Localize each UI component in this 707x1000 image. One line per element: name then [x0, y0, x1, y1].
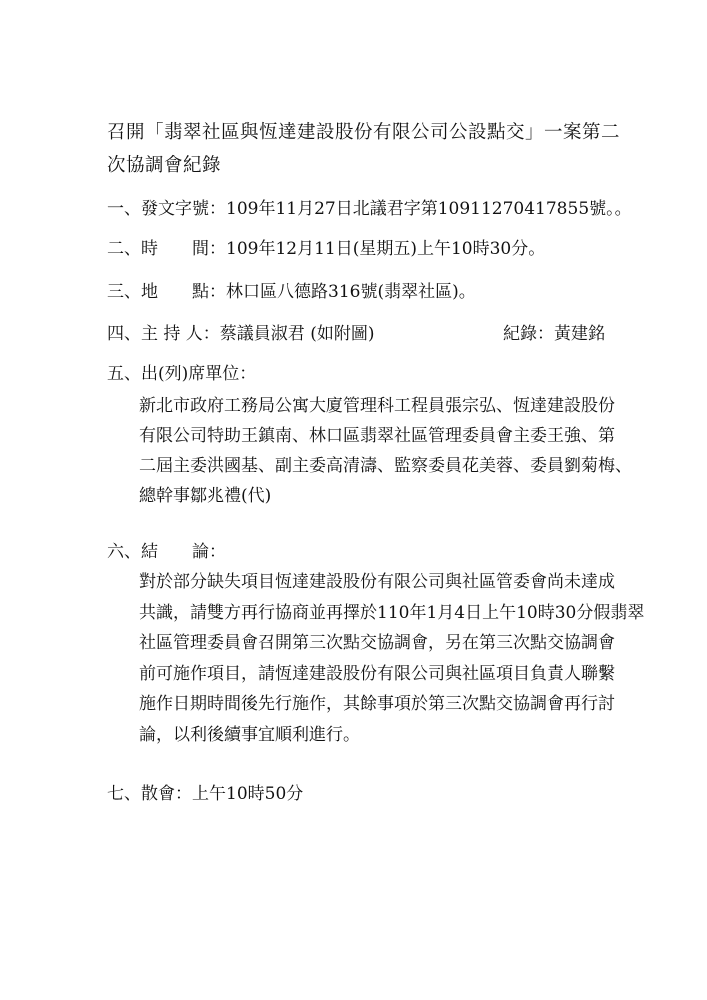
meeting-place-line: 三、地 點：林口區八德路316號(翡翠社區)。 — [107, 282, 476, 302]
title-line-1: 召開「翡翠社區與恆達建設股份有限公司公設點交」一案第二 — [107, 122, 621, 143]
attendees-line: 有限公司特助王鎮南、林口區翡翠社區管理委員會主委王強、第 — [139, 426, 615, 446]
recorder-line: 紀錄：黃建銘 — [503, 324, 605, 344]
conclusion-line: 施作日期時間後先行施作，其餘事項於第三次點交協調會再行討 — [139, 694, 615, 714]
host-line: 四、主 持 人：蔡議員淑君 (如附圖) — [107, 324, 375, 344]
title-line-2: 次協調會紀錄 — [107, 155, 222, 176]
document-title — [107, 116, 621, 182]
attendees-line: 總幹事鄒兆禮(代) — [139, 486, 272, 506]
conclusion-line: 論，以利後續事宜順利進行。 — [139, 724, 360, 745]
conclusion-line: 社區管理委員會召開第三次點交協調會，另在第三次點交協調會 — [139, 633, 615, 653]
conclusion-paragraph — [139, 567, 645, 750]
doc-number-line: 一、發文字號：109年11月27日北議君字第10911270417855號。。 — [107, 199, 632, 219]
conclusion-line: 共識，請雙方再行協商並再擇於110年1月4日上午10時30分假翡翠 — [139, 602, 645, 623]
conclusion-line: 前可施作項目，請恆達建設股份有限公司與社區項目負責人聯繫 — [139, 663, 615, 684]
conclusion-label: 六、結 論： — [107, 542, 226, 562]
attendees-paragraph — [139, 391, 632, 511]
attendees-label: 五、出(列)席單位： — [107, 364, 257, 384]
attendees-line: 新北市政府工務局公寓大廈管理科工程員張宗弘、恆達建設股份 — [139, 396, 615, 416]
meeting-time-line: 二、時 間：109年12月11日(星期五)上午10時30分。 — [107, 239, 546, 259]
conclusion-line: 對於部分缺失項目恆達建設股份有限公司與社區管委會尚未達成 — [139, 572, 615, 592]
adjourn-line: 七、散會：上午10時50分 — [107, 784, 304, 804]
attendees-line: 二屆主委洪國基、副主委高清濤、監察委員花美蓉、委員劉菊梅、 — [139, 456, 632, 476]
